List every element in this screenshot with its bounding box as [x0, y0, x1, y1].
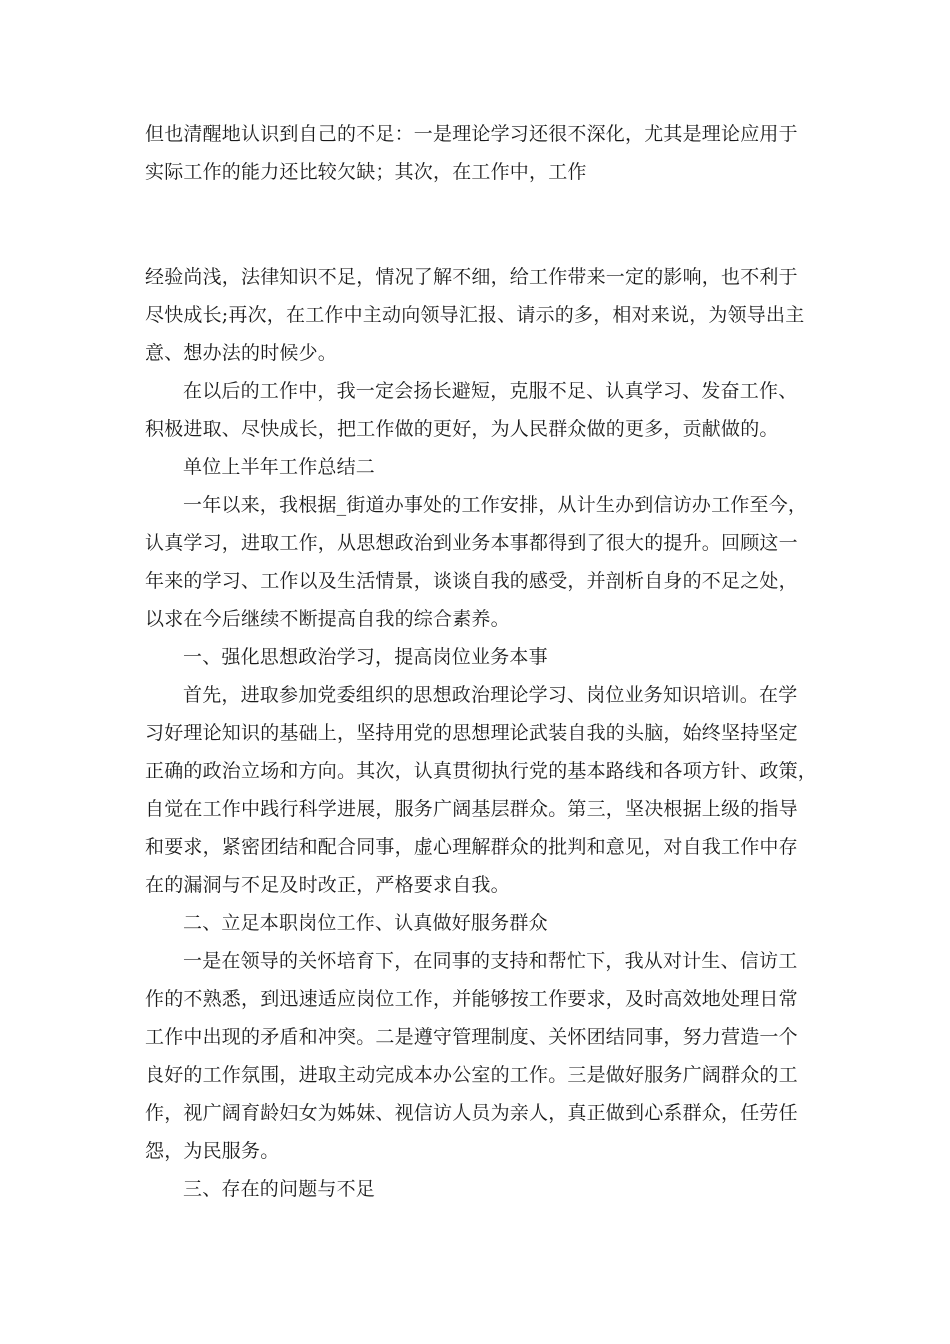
paragraph-first-line: 首先，进取参加党委组织的思想政治理论学习、岗位业务知识培训。在学: [183, 684, 798, 706]
paragraph-first-line: 一、强化思想政治学习，提高岗位业务本事: [183, 646, 548, 668]
text-line: 年来的学习、工作以及生活情景，谈谈自我的感受，并剖析自身的不足之处，: [145, 570, 798, 592]
paragraph-first-line: 三、存在的问题与不足: [183, 1178, 376, 1200]
text-line: 积极进取、尽快成长，把工作做的更好，为人民群众做的更多，贡献做的。: [145, 418, 779, 440]
text-line: 习好理论知识的基础上，坚持用党的思想理论武装自我的头脑，始终坚持坚定: [145, 722, 798, 744]
text-line: 怨，为民服务。: [145, 1140, 280, 1162]
text-line: 自觉在工作中践行科学进展，服务广阔基层群众。第三，坚决根据上级的指导: [145, 798, 798, 820]
text-line: 经验尚浅，法律知识不足，情况了解不细，给工作带来一定的影响，也不利于: [145, 266, 798, 288]
text-line: 工作中出现的矛盾和冲突。二是遵守管理制度、关怀团结同事，努力营造一个: [145, 1026, 798, 1048]
paragraph-block-main: [145, 258, 818, 1208]
paragraph-first-line: 一是在领导的关怀培育下，在同事的支持和帮忙下，我从对计生、信访工: [183, 950, 798, 972]
text-line: 和要求，紧密团结和配合同事，虚心理解群众的批判和意见，对自我工作中存: [145, 836, 798, 858]
paragraph-first-line: 二、立足本职岗位工作、认真做好服务群众: [183, 912, 548, 934]
paragraph-first-line: 单位上半年工作总结二: [183, 456, 376, 478]
text-line: 作的不熟悉，到迅速适应岗位工作，并能够按工作要求，及时高效地处理日常: [145, 988, 798, 1010]
text-line: 认真学习，进取工作，从思想政治到业务本事都得到了很大的提升。回顾这一: [145, 532, 798, 554]
text-line: 作，视广阔育龄妇女为姊妹、视信访人员为亲人，真正做到心系群众，任劳任: [145, 1102, 798, 1124]
text-line: 但也清醒地认识到自己的不足：一是理论学习还很不深化，尤其是理论应用于: [145, 123, 798, 145]
paragraph-block-top: [145, 115, 815, 191]
text-line: 良好的工作氛围，进取主动完成本办公室的工作。三是做好服务广阔群众的工: [145, 1064, 798, 1086]
text-line: 实际工作的能力还比较欠缺；其次，在工作中，工作: [145, 161, 587, 183]
text-line: 以求在今后继续不断提高自我的综合素养。: [145, 608, 510, 630]
text-line: 正确的政治立场和方向。其次，认真贯彻执行党的基本路线和各项方针、政策，: [145, 760, 818, 782]
text-line: 尽快成长;再次，在工作中主动向领导汇报、请示的多，相对来说，为领导出主: [145, 304, 805, 326]
text-line: 意、想办法的时候少。: [145, 342, 338, 364]
text-line: 在的漏洞与不足及时改正，严格要求自我。: [145, 874, 510, 896]
paragraph-first-line: 在以后的工作中，我一定会扬长避短，克服不足、认真学习、发奋工作、: [183, 380, 798, 402]
paragraph-first-line: 一年以来，我根据_街道办事处的工作安排，从计生办到信访办工作至今，: [183, 494, 808, 516]
